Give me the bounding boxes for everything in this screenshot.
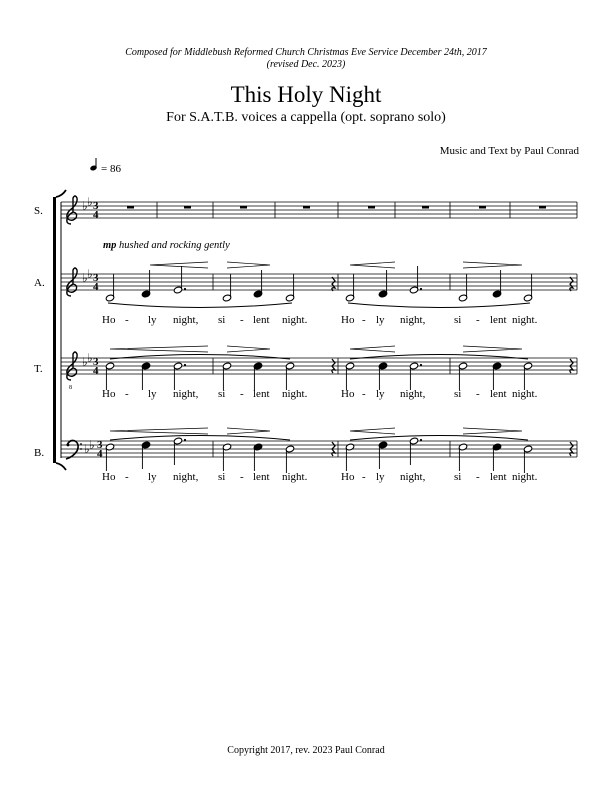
soprano-rests [127, 206, 546, 209]
dedication-line: Composed for Middlebush Reformed Church Christmas Eve Service December 24th, 2017 [125, 47, 487, 58]
lyric-syllable: night. [512, 388, 538, 400]
staff-soprano [61, 202, 577, 218]
lyric-syllable: night, [400, 388, 426, 400]
staff-label-soprano: S. [34, 205, 43, 217]
lyric-syllable: lent [490, 388, 507, 400]
lyric-syllable: - [240, 471, 244, 483]
augmentation-dot [184, 439, 186, 441]
notes [105, 266, 573, 473]
svg-text:♭: ♭ [87, 195, 93, 209]
lyric-syllable: ly [148, 471, 157, 483]
svg-text:♭: ♭ [87, 267, 93, 281]
slur [348, 303, 530, 308]
lyric-syllable: - [125, 388, 129, 400]
lyric-syllable: - [476, 314, 480, 326]
svg-text:♭: ♭ [87, 351, 93, 365]
lyric-syllable: si [454, 388, 462, 400]
svg-text:♭: ♭ [82, 355, 88, 369]
tempo-value: = 86 [101, 163, 121, 175]
lyric-syllable: si [218, 471, 226, 483]
lyric-syllable: lent [253, 314, 270, 326]
lyric-syllable: - [125, 471, 129, 483]
lyric-syllable: lent [253, 471, 270, 483]
lyric-syllable: night. [282, 471, 308, 483]
lyric-syllable: Ho [341, 471, 355, 483]
svg-text:3: 3 [93, 272, 99, 284]
slur [108, 303, 292, 308]
lyric-syllable: night, [173, 388, 199, 400]
svg-text:♭: ♭ [82, 271, 88, 285]
lyric-syllable: night, [400, 314, 426, 326]
lyric-syllable: Ho [341, 388, 355, 400]
augmentation-dot [420, 439, 422, 441]
lyric-syllable: Ho [102, 471, 116, 483]
tempo-marking [89, 158, 121, 175]
lyric-syllable: lent [490, 314, 507, 326]
lyric-syllable: Ho [341, 314, 355, 326]
lyric-syllable: si [218, 314, 226, 326]
svg-text:4: 4 [93, 209, 99, 221]
quarter-rest [332, 277, 335, 291]
svg-text:8: 8 [69, 385, 72, 391]
key-signature [82, 195, 95, 456]
lyric-syllable: night. [512, 471, 538, 483]
lyrics [102, 314, 538, 483]
revision-line: (revised Dec. 2023) [266, 59, 346, 70]
lyric-syllable: night, [173, 314, 199, 326]
lyric-syllable: - [476, 388, 480, 400]
lyric-syllable: - [362, 471, 366, 483]
hairpins [110, 262, 522, 434]
svg-text:♭: ♭ [82, 199, 88, 213]
lyric-syllable: - [362, 314, 366, 326]
augmentation-dot [420, 364, 422, 366]
lyric-syllable: ly [148, 314, 157, 326]
piece-subtitle: For S.A.T.B. voices a cappella (opt. soprano solo) [166, 110, 446, 125]
svg-text:3: 3 [93, 200, 99, 212]
augmentation-dot [420, 288, 422, 290]
staff-label-tenor: T. [34, 363, 43, 375]
bass-clef [66, 441, 82, 460]
staff-alto [61, 274, 577, 290]
lyric-syllable: ly [376, 471, 385, 483]
lyric-syllable: night, [173, 471, 199, 483]
composer-credit: Music and Text by Paul Conrad [439, 145, 579, 157]
staff-label-alto: A. [34, 277, 45, 289]
augmentation-dot [184, 364, 186, 366]
svg-text:3: 3 [97, 439, 103, 451]
time-signature [93, 200, 103, 460]
svg-text:4: 4 [97, 448, 103, 460]
expression-marking: mp hushed and rocking gently [103, 240, 230, 251]
lyric-syllable: si [218, 388, 226, 400]
svg-text:♭: ♭ [89, 438, 95, 452]
augmentation-dot [184, 288, 186, 290]
lyric-syllable: Ho [102, 314, 116, 326]
quarter-rest [570, 277, 573, 291]
lyric-syllable: ly [376, 388, 385, 400]
svg-text:4: 4 [93, 365, 99, 377]
svg-text:3: 3 [93, 356, 99, 368]
lyric-syllable: - [240, 314, 244, 326]
svg-text:♭: ♭ [84, 442, 90, 456]
lyric-syllable: lent [253, 388, 270, 400]
lyric-syllable: ly [376, 314, 385, 326]
piece-title: This Holy Night [230, 82, 382, 107]
lyric-syllable: night. [512, 314, 538, 326]
lyric-syllable: - [362, 388, 366, 400]
lyric-syllable: si [454, 471, 462, 483]
copyright: Copyright 2017, rev. 2023 Paul Conrad [227, 745, 385, 756]
lyric-syllable: night, [400, 471, 426, 483]
svg-text:4: 4 [93, 281, 99, 293]
lyric-syllable: night. [282, 388, 308, 400]
system-bracket [53, 190, 66, 470]
lyric-syllable: - [125, 314, 129, 326]
slur [110, 436, 290, 441]
lyric-syllable: ly [148, 388, 157, 400]
lyric-syllable: night. [282, 314, 308, 326]
lyric-syllable: si [454, 314, 462, 326]
slur [350, 436, 528, 441]
lyric-syllable: Ho [102, 388, 116, 400]
lyric-syllable: lent [490, 471, 507, 483]
lyric-syllable: - [240, 388, 244, 400]
lyric-syllable: - [476, 471, 480, 483]
staff-label-bass: B. [34, 447, 45, 459]
